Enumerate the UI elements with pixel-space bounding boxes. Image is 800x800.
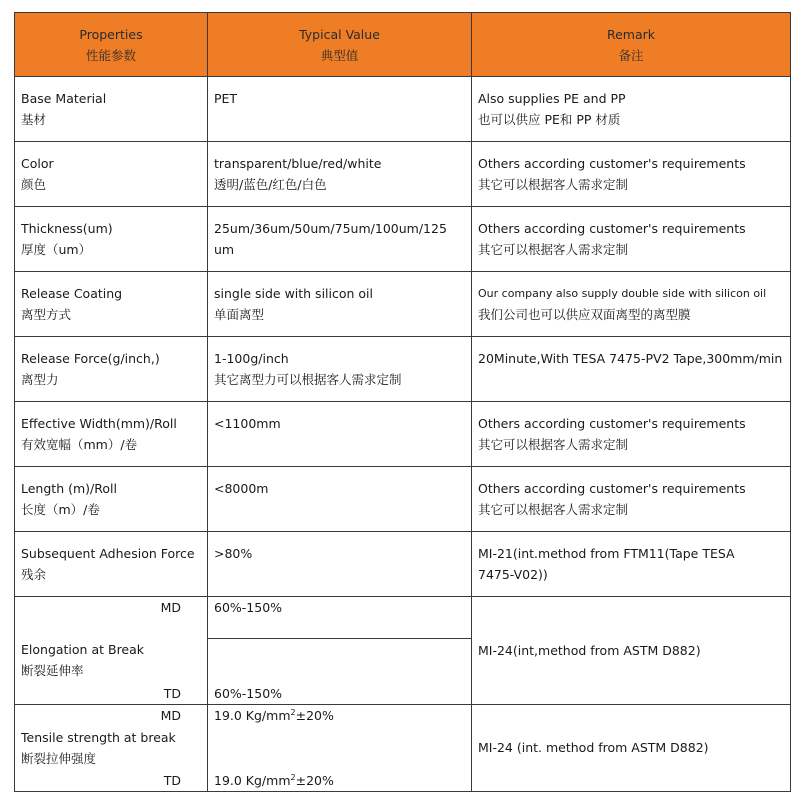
remark-cell (472, 207, 791, 272)
tensile-remark-cell (472, 704, 791, 791)
header-typical-value-zh: 典型值 (320, 47, 359, 63)
table-row (15, 142, 791, 207)
remark-line-2: 我们公司也可以供应双面离型的离型膜 (478, 307, 691, 322)
elongation-td-value: 60%-150% (214, 685, 283, 701)
tensile-td-value-cell (208, 770, 472, 792)
property-en: Release Coating (21, 286, 123, 301)
header-typical-value (208, 13, 472, 77)
value-line-1: single side with silicon oil (214, 286, 373, 301)
value-cell (208, 77, 472, 142)
property-zh: 厚度（um） (21, 242, 92, 257)
remark-cell (472, 77, 791, 142)
value-line-1: 25um/36um/50um/75um/100um/125 (214, 221, 447, 236)
value-line-2: 其它离型力可以根据客人需求定制 (214, 372, 402, 387)
value-line-1: <8000m (214, 481, 269, 496)
property-cell (15, 207, 208, 272)
elongation-property-cell (15, 639, 208, 683)
property-zh: 有效宽幅（mm）/卷 (21, 437, 138, 452)
remark-cell (472, 402, 791, 467)
tensile-td-value-tail: ±20% (295, 772, 334, 788)
remark-line-1: Others according customer's requirements (478, 221, 746, 236)
header-typical-value-en: Typical Value (299, 26, 380, 42)
property-en: Thickness(um) (21, 221, 113, 236)
tensile-md-value-tail: ±20% (295, 707, 334, 723)
property-cell (15, 77, 208, 142)
value-cell (208, 142, 472, 207)
remark-cell (472, 337, 791, 402)
table-row (15, 207, 791, 272)
value-line-2: um (214, 242, 235, 257)
table-row (15, 337, 791, 402)
property-cell (15, 142, 208, 207)
header-remark (472, 13, 791, 77)
table-row (15, 77, 791, 142)
value-line-2: 单面离型 (214, 307, 265, 322)
remark-cell (472, 532, 791, 597)
value-cell (208, 272, 472, 337)
elongation-td-label: TD (163, 685, 181, 701)
tensile-md-row (15, 704, 791, 726)
elongation-md-value: 60%-150% (214, 600, 283, 615)
spec-table (14, 12, 791, 792)
value-line-1: >80% (214, 546, 253, 561)
property-en: Release Force(g/inch,) (21, 351, 160, 366)
elongation-property-en: Elongation at Break (21, 641, 145, 657)
tensile-remark: MI-24 (int. method from ASTM D882) (478, 740, 709, 755)
value-line-2: 透明/蓝色/红色/白色 (214, 177, 327, 192)
property-zh: 基材 (21, 112, 47, 127)
remark-line-2: 也可以供应 PE和 PP 材质 (478, 112, 621, 127)
property-cell (15, 467, 208, 532)
header-properties-zh: 性能参数 (85, 47, 136, 63)
remark-line-1: Others according customer's requirements (478, 156, 746, 171)
elongation-td-label-cell (15, 683, 208, 705)
value-line-2 (214, 499, 465, 520)
remark-cell (472, 467, 791, 532)
header-remark-en: Remark (606, 26, 656, 42)
remark-line-2: 7475-V02)) (478, 567, 548, 582)
tensile-td-value (214, 770, 465, 791)
value-line-2 (214, 434, 465, 455)
tensile-td-value-base: 19.0 Kg/mm (214, 772, 291, 788)
table-row (15, 272, 791, 337)
value-cell (208, 467, 472, 532)
property-zh: 残余 (21, 567, 47, 582)
remark-line-2 (478, 369, 784, 390)
property-zh: 离型方式 (21, 307, 72, 322)
remark-line-1: Others according customer's requirements (478, 481, 746, 496)
value-line-2 (214, 564, 465, 585)
tensile-property-en: Tensile strength at break (21, 729, 176, 745)
tensile-td-value-sup: 2 (290, 772, 296, 782)
elongation-remark: MI-24(int,method from ASTM D882) (478, 642, 701, 658)
elongation-md-value-cell (208, 597, 472, 639)
tensile-md-value (214, 705, 465, 726)
value-line-2 (214, 109, 465, 130)
property-cell (15, 337, 208, 402)
elongation-property-zh: 断裂延伸率 (21, 662, 84, 678)
remark-cell (472, 142, 791, 207)
header-row (15, 13, 791, 77)
property-zh: 离型力 (21, 372, 59, 387)
remark-line-1: 20Minute,With TESA 7475-PV2 Tape,300mm/min (478, 351, 783, 366)
remark-line-2: 其它可以根据客人需求定制 (478, 177, 629, 192)
tensile-md-label-cell (15, 704, 208, 726)
elongation-md-label-cell (15, 597, 208, 639)
elongation-empty-cell (208, 639, 472, 683)
table-row (15, 402, 791, 467)
tensile-property-zh: 断裂拉伸强度 (21, 750, 97, 766)
value-cell (208, 337, 472, 402)
property-en: Subsequent Adhesion Force (21, 546, 195, 561)
property-cell (15, 532, 208, 597)
remark-line-1: MI-21(int.method from FTM11(Tape TESA (478, 546, 735, 561)
remark-line-1: Our company also supply double side with silicon oil (478, 287, 767, 300)
tensile-td-label: TD (163, 772, 181, 788)
value-line-1: PET (214, 91, 238, 106)
value-cell (208, 402, 472, 467)
tensile-td-label-cell (15, 770, 208, 792)
property-en: Base Material (21, 91, 107, 106)
tensile-empty-cell (208, 726, 472, 770)
tensile-md-label: MD (160, 707, 181, 723)
property-cell (15, 272, 208, 337)
remark-cell (472, 272, 791, 337)
property-en: Color (21, 156, 54, 171)
value-line-1: 1-100g/inch (214, 351, 289, 366)
elongation-td-value-cell (208, 683, 472, 705)
tensile-property-cell (15, 726, 208, 770)
value-cell (208, 532, 472, 597)
table-row (15, 467, 791, 532)
remark-line-2: 其它可以根据客人需求定制 (478, 437, 629, 452)
value-line-1: transparent/blue/red/white (214, 156, 382, 171)
header-remark-zh: 备注 (618, 47, 644, 63)
elongation-md-label: MD (160, 600, 181, 615)
elongation-remark-cell (472, 597, 791, 705)
property-zh: 长度（m）/卷 (21, 502, 100, 517)
elongation-md-row (15, 597, 791, 639)
remark-line-2: 其它可以根据客人需求定制 (478, 242, 629, 257)
property-en: Effective Width(mm)/Roll (21, 416, 177, 431)
remark-line-1: Also supplies PE and PP (478, 91, 626, 106)
header-properties (15, 13, 208, 77)
table-row (15, 532, 791, 597)
tensile-md-value-sup: 2 (290, 707, 296, 717)
property-cell (15, 402, 208, 467)
tensile-md-value-base: 19.0 Kg/mm (214, 707, 291, 723)
value-line-1: <1100mm (214, 416, 281, 431)
remark-line-1: Others according customer's requirements (478, 416, 746, 431)
property-zh: 颜色 (21, 177, 47, 192)
property-en: Length (m)/Roll (21, 481, 117, 496)
header-properties-en: Properties (79, 26, 143, 42)
tensile-md-value-cell (208, 704, 472, 726)
remark-line-2: 其它可以根据客人需求定制 (478, 502, 629, 517)
value-cell (208, 207, 472, 272)
